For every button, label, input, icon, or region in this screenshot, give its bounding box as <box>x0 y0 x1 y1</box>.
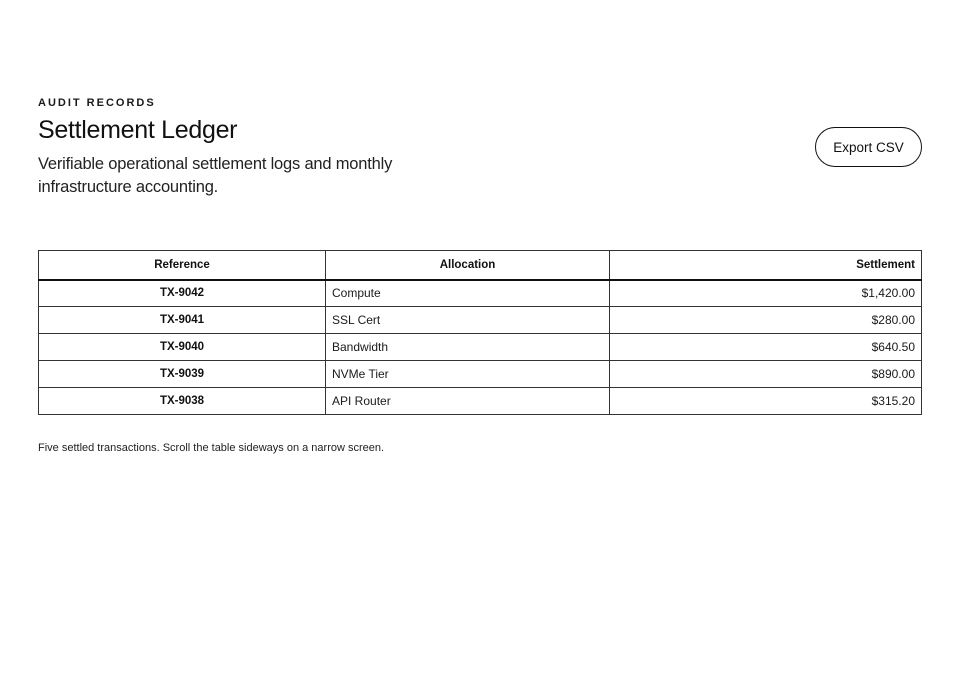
table-row <box>39 361 922 388</box>
eyebrow-label: AUDIT RECORDS <box>38 97 156 109</box>
cell-reference: TX-9038 <box>39 388 326 415</box>
ledger-table-scroll-container[interactable] <box>38 250 922 415</box>
export-csv-button[interactable]: Export CSV <box>815 127 922 167</box>
cell-reference: TX-9041 <box>39 307 326 334</box>
cell-settlement: $640.50 <box>610 334 922 361</box>
cell-allocation: Bandwidth <box>326 334 610 361</box>
column-header-reference: Reference <box>39 251 326 280</box>
cell-settlement: $1,420.00 <box>610 280 922 307</box>
cell-settlement: $890.00 <box>610 361 922 388</box>
cell-settlement: $280.00 <box>610 307 922 334</box>
table-row <box>39 388 922 415</box>
page-title: Settlement Ledger <box>38 116 238 144</box>
cell-allocation: NVMe Tier <box>326 361 610 388</box>
table-footnote: Five settled transactions. Scroll the table sideways on a narrow screen. <box>38 442 385 454</box>
table-row <box>39 334 922 361</box>
column-header-allocation: Allocation <box>326 251 610 280</box>
table-header-row <box>39 251 922 280</box>
cell-reference: TX-9042 <box>39 280 326 307</box>
column-header-settlement: Settlement <box>610 251 922 280</box>
cell-settlement: $315.20 <box>610 388 922 415</box>
page-subtitle: Verifiable operational settlement logs and monthly infrastructure accounting. <box>38 155 393 196</box>
cell-reference: TX-9039 <box>39 361 326 388</box>
cell-allocation: API Router <box>326 388 610 415</box>
table-row <box>39 280 922 307</box>
cell-reference: TX-9040 <box>39 334 326 361</box>
cell-allocation: Compute <box>326 280 610 307</box>
cell-allocation: SSL Cert <box>326 307 610 334</box>
table-row <box>39 307 922 334</box>
ledger-table <box>38 250 922 415</box>
